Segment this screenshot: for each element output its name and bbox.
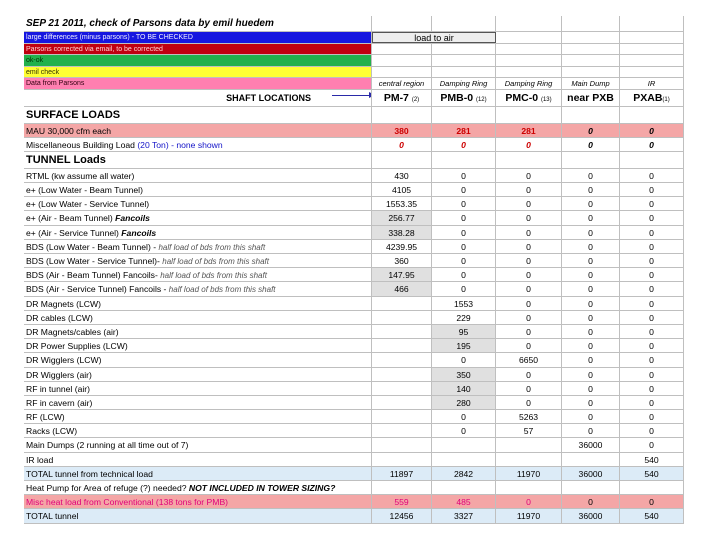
sheet-title: SEP 21 2011, check of Parsons data by emil huedem	[24, 16, 372, 31]
value-cell[interactable]: 0	[562, 396, 620, 409]
value-cell[interactable]: 95	[432, 325, 496, 338]
row-label-cell[interactable]	[24, 325, 372, 338]
table-row	[24, 339, 684, 353]
table-row	[24, 240, 684, 254]
value-cell[interactable]: 0	[620, 240, 684, 253]
value-cell[interactable]: 11970	[496, 467, 562, 480]
legend-red: Parsons corrected via email, to be corrected	[24, 44, 372, 55]
value-cell[interactable]: 36000	[562, 467, 620, 480]
sheet-title-row	[24, 16, 684, 32]
value-cell[interactable]: 0	[620, 382, 684, 395]
row-label: Misc heat load from Conventional (138 tons for PMB)	[26, 497, 229, 508]
value-cell[interactable]: 0	[620, 438, 684, 451]
value-cell[interactable]: 0	[496, 211, 562, 224]
column-header[interactable]: PM-7 (2)	[372, 90, 432, 106]
value-cell[interactable]: 0	[620, 311, 684, 324]
column-header[interactable]: PMB-0 (12)	[432, 90, 496, 106]
value-cell[interactable]: 0	[496, 183, 562, 196]
row-label-cell[interactable]	[24, 311, 372, 324]
row-label-note: half load of bds from this shaft	[160, 271, 267, 281]
value-cell[interactable]: 559	[372, 495, 432, 508]
value-cell[interactable]	[372, 382, 432, 395]
value-cell[interactable]: 4105	[372, 183, 432, 196]
value-cell[interactable]: 0	[496, 368, 562, 381]
row-label: BDS (Air - Beam Tunnel) Fancoils-	[26, 270, 161, 281]
row-label: DR Power Supplies (LCW)	[26, 341, 128, 352]
value-cell[interactable]: 0	[562, 410, 620, 423]
region-label-1: central region	[372, 78, 432, 90]
value-cell[interactable]: 11897	[372, 467, 432, 480]
row-label-cell[interactable]	[24, 226, 372, 239]
value-cell[interactable]: 0	[562, 495, 620, 508]
row-label-cell[interactable]	[24, 424, 372, 437]
value-cell[interactable]	[562, 453, 620, 466]
surface-rows	[24, 124, 684, 152]
row-label: DR Magnets (LCW)	[26, 298, 101, 309]
table-row	[24, 268, 684, 282]
tunnel-loads-heading-row	[24, 152, 684, 169]
value-cell[interactable]: 0	[620, 183, 684, 196]
value-cell[interactable]: 256.77	[372, 211, 432, 224]
load-to-air-box[interactable]: load to air	[372, 32, 496, 43]
surface-loads-heading-row	[24, 107, 684, 124]
value-cell[interactable]: 0	[620, 282, 684, 295]
tunnel-loads-heading: TUNNEL Loads	[24, 152, 372, 168]
value-cell[interactable]: 0	[432, 197, 496, 210]
value-cell[interactable]	[496, 453, 562, 466]
row-label: DR Wigglers (air)	[26, 369, 92, 380]
value-cell[interactable]: 2842	[432, 467, 496, 480]
value-cell[interactable]: 350	[432, 368, 496, 381]
value-cell[interactable]: 0	[620, 297, 684, 310]
value-cell[interactable]: 0	[562, 226, 620, 239]
value-cell[interactable]: 0	[620, 197, 684, 210]
row-label: BDS (Air - Service Tunnel) Fancoils -	[26, 284, 169, 295]
row-label: BDS (Low Water - Beam Tunnel) -	[26, 241, 159, 252]
legend-pink: Data from Parsons	[24, 78, 372, 89]
shaft-locations-label: SHAFT LOCATIONS	[226, 92, 311, 103]
value-cell[interactable]: 0	[432, 410, 496, 423]
value-cell[interactable]: 466	[372, 282, 432, 295]
row-label: RF (LCW)	[26, 412, 65, 423]
value-cell[interactable]: 3327	[432, 509, 496, 522]
table-row	[24, 197, 684, 211]
row-label-note: half load of bds from this shaft	[168, 285, 276, 295]
value-cell[interactable]: 0	[620, 424, 684, 437]
table-row	[24, 124, 684, 138]
row-label-cell[interactable]	[24, 268, 372, 281]
row-label: Miscellaneous Building Load	[26, 139, 138, 150]
value-cell[interactable]: 195	[432, 339, 496, 352]
row-label-cell[interactable]	[24, 339, 372, 352]
value-cell[interactable]: 0	[496, 268, 562, 281]
row-label-note: half load of bds from this shaft	[162, 257, 270, 266]
table-row	[24, 368, 684, 382]
legend-yellow: emil check	[24, 67, 372, 78]
value-cell[interactable]	[432, 453, 496, 466]
value-cell[interactable]	[496, 438, 562, 451]
value-cell[interactable]: 0	[620, 169, 684, 182]
row-label: IR load	[26, 454, 54, 465]
value-cell[interactable]: 0	[562, 353, 620, 366]
value-cell[interactable]	[496, 481, 562, 494]
row-label-cell[interactable]	[24, 138, 372, 151]
row-label: Racks (LCW)	[26, 426, 78, 437]
value-cell[interactable]: 540	[620, 467, 684, 480]
row-label-note: half load of bds from this shaft	[158, 242, 266, 252]
value-cell[interactable]	[432, 438, 496, 451]
table-row	[24, 410, 684, 424]
value-cell[interactable]: 0	[496, 169, 562, 182]
row-label-cell[interactable]	[24, 438, 372, 451]
row-label-cell[interactable]	[24, 169, 372, 182]
value-cell[interactable]: 0	[432, 268, 496, 281]
value-cell[interactable]: 0	[562, 138, 620, 151]
row-label-cell[interactable]	[24, 297, 372, 310]
value-cell[interactable]: 0	[432, 226, 496, 239]
legend-row-yellow	[24, 67, 684, 79]
value-cell[interactable]: 338.28	[372, 226, 432, 239]
value-cell[interactable]: 12456	[372, 509, 432, 522]
value-cell[interactable]	[432, 481, 496, 494]
spreadsheet	[24, 16, 684, 524]
value-cell[interactable]: 0	[562, 297, 620, 310]
value-cell[interactable]: 485	[432, 495, 496, 508]
row-label: MAU 30,000 cfm each	[26, 125, 112, 136]
value-cell[interactable]: 540	[620, 509, 684, 522]
row-label: DR Wigglers (LCW)	[26, 355, 102, 366]
row-label-cell[interactable]	[24, 124, 372, 137]
value-cell[interactable]: 0	[562, 183, 620, 196]
value-cell[interactable]: 0	[620, 226, 684, 239]
row-label: Heat Pump for Area of refuge (?) needed?	[26, 483, 189, 493]
table-row	[24, 481, 684, 495]
value-cell[interactable]: 1553.35	[372, 197, 432, 210]
table-row	[24, 353, 684, 367]
value-cell[interactable]: 360	[372, 254, 432, 267]
value-cell[interactable]: 0	[620, 396, 684, 409]
row-label: Main Dumps (2 running at all time out of 7)	[26, 440, 189, 451]
value-cell[interactable]: 430	[372, 169, 432, 182]
column-header[interactable]: near PXB	[562, 90, 620, 106]
value-cell[interactable]: 0	[620, 353, 684, 366]
value-cell[interactable]: 36000	[562, 438, 620, 451]
value-cell[interactable]	[372, 453, 432, 466]
table-row	[24, 382, 684, 396]
value-cell[interactable]	[372, 311, 432, 324]
value-cell[interactable]: 0	[620, 339, 684, 352]
legend-blue: large differences (minus parsons) - TO BE CHECKED	[24, 32, 372, 43]
region-label-5: IR	[620, 78, 684, 90]
table-row	[24, 467, 684, 481]
row-label-note: Fancoils	[121, 227, 157, 238]
value-cell[interactable]: 0	[432, 240, 496, 253]
value-cell[interactable]: 0	[432, 169, 496, 182]
legend-row-blue	[24, 32, 684, 44]
value-cell[interactable]: 0	[432, 282, 496, 295]
value-cell[interactable]: 0	[562, 325, 620, 338]
value-cell[interactable]: 0	[620, 124, 684, 137]
table-row	[24, 311, 684, 325]
row-label-cell[interactable]	[24, 396, 372, 409]
table-row	[24, 453, 684, 467]
value-cell[interactable]: 0	[562, 368, 620, 381]
value-cell[interactable]: 0	[496, 339, 562, 352]
value-cell[interactable]: 5263	[496, 410, 562, 423]
value-cell[interactable]: 0	[496, 311, 562, 324]
value-cell[interactable]	[620, 481, 684, 494]
row-label-cell[interactable]	[24, 382, 372, 395]
value-cell[interactable]: 11970	[496, 509, 562, 522]
value-cell[interactable]: 0	[432, 211, 496, 224]
value-cell[interactable]: 0	[496, 254, 562, 267]
region-label-4: Main Dump	[562, 78, 620, 90]
value-cell[interactable]: 36000	[562, 509, 620, 522]
value-cell[interactable]: 1553	[432, 297, 496, 310]
table-row	[24, 325, 684, 339]
row-label-note: NOT INCLUDED IN TOWER SIZING?	[188, 483, 336, 493]
value-cell[interactable]: 0	[496, 240, 562, 253]
value-cell[interactable]: 0	[496, 396, 562, 409]
row-label: RF in tunnel (air)	[26, 383, 90, 394]
value-cell[interactable]	[372, 353, 432, 366]
value-cell[interactable]: 147.95	[372, 268, 432, 281]
value-cell[interactable]: 229	[432, 311, 496, 324]
table-row	[24, 226, 684, 240]
value-cell[interactable]	[372, 410, 432, 423]
value-cell[interactable]: 281	[432, 124, 496, 137]
value-cell[interactable]: 0	[496, 297, 562, 310]
table-row	[24, 495, 684, 509]
row-label: BDS (Low Water - Service Tunnel)-	[26, 256, 163, 266]
value-cell[interactable]: 0	[562, 169, 620, 182]
row-label-cell[interactable]	[24, 453, 372, 466]
value-cell[interactable]: 6650	[496, 353, 562, 366]
value-cell[interactable]: 0	[620, 325, 684, 338]
row-label-cell[interactable]	[24, 495, 372, 508]
value-cell[interactable]: 380	[372, 124, 432, 137]
legend-row-green	[24, 55, 684, 67]
table-row	[24, 138, 684, 152]
row-label: DR Magnets/cables (air)	[26, 326, 119, 337]
row-label-cell[interactable]	[24, 240, 372, 253]
column-header[interactable]: PMC-0 (13)	[496, 90, 562, 106]
table-row	[24, 254, 684, 268]
value-cell[interactable]: 0	[496, 197, 562, 210]
value-cell[interactable]	[372, 297, 432, 310]
value-cell[interactable]: 540	[620, 453, 684, 466]
legend-green: ok-ok	[24, 55, 372, 66]
surface-loads-heading: SURFACE LOADS	[24, 107, 372, 123]
value-cell[interactable]	[372, 424, 432, 437]
row-label-cell[interactable]	[24, 183, 372, 196]
table-row	[24, 509, 684, 523]
value-cell[interactable]: 0	[620, 211, 684, 224]
row-label-note: (20 Ton) - none shown	[137, 139, 223, 150]
value-cell[interactable]: 0	[620, 410, 684, 423]
value-cell[interactable]: 4239.95	[372, 240, 432, 253]
value-cell[interactable]	[372, 339, 432, 352]
tunnel-rows	[24, 169, 684, 524]
value-cell[interactable]: 0	[620, 268, 684, 281]
value-cell[interactable]: 0	[562, 268, 620, 281]
row-label-cell[interactable]	[24, 410, 372, 423]
row-label: DR cables (LCW)	[26, 312, 93, 323]
legend-row-red	[24, 44, 684, 56]
value-cell[interactable]: 0	[496, 382, 562, 395]
row-label: TOTAL tunnel	[26, 511, 79, 522]
value-cell[interactable]: 0	[562, 240, 620, 253]
row-label-note: Fancoils	[115, 213, 150, 224]
value-cell[interactable]: 0	[372, 138, 432, 151]
row-label-cell[interactable]	[24, 353, 372, 366]
value-cell[interactable]	[372, 368, 432, 381]
row-label-cell[interactable]	[24, 467, 372, 480]
table-row	[24, 169, 684, 183]
table-row	[24, 438, 684, 452]
row-label-cell[interactable]	[24, 368, 372, 381]
value-cell[interactable]	[562, 481, 620, 494]
row-label-cell[interactable]	[24, 211, 372, 224]
value-cell[interactable]: 0	[496, 138, 562, 151]
value-cell[interactable]	[372, 325, 432, 338]
value-cell[interactable]: 0	[620, 368, 684, 381]
row-label: e+ (Low Water - Service Tunnel)	[26, 199, 150, 210]
column-header[interactable]: PXAB(1)	[620, 90, 684, 106]
value-cell[interactable]: 0	[562, 197, 620, 210]
region-label-3: Damping Ring	[496, 78, 562, 90]
row-label: e+ (Air - Beam Tunnel)	[26, 213, 116, 224]
value-cell[interactable]: 140	[432, 382, 496, 395]
value-cell[interactable]: 0	[562, 339, 620, 352]
value-cell[interactable]: 0	[432, 424, 496, 437]
value-cell[interactable]: 0	[432, 183, 496, 196]
table-row	[24, 282, 684, 296]
value-cell[interactable]: 0	[432, 353, 496, 366]
value-cell[interactable]	[372, 438, 432, 451]
row-label: e+ (Low Water - Beam Tunnel)	[26, 185, 143, 196]
value-cell[interactable]: 0	[562, 424, 620, 437]
region-label-2: Damping Ring	[432, 78, 496, 90]
row-label-cell[interactable]	[24, 197, 372, 210]
value-cell[interactable]: 0	[496, 325, 562, 338]
value-cell[interactable]: 280	[432, 396, 496, 409]
table-row	[24, 211, 684, 225]
value-cell[interactable]: 0	[496, 495, 562, 508]
row-label: e+ (Air - Service Tunnel)	[26, 227, 122, 238]
row-label-cell[interactable]	[24, 254, 372, 267]
value-cell[interactable]: 0	[562, 311, 620, 324]
table-row	[24, 183, 684, 197]
value-cell[interactable]: 0	[432, 254, 496, 267]
value-cell[interactable]: 0	[562, 382, 620, 395]
value-cell[interactable]	[372, 481, 432, 494]
arrow-right-icon	[332, 95, 372, 96]
value-cell[interactable]: 0	[496, 282, 562, 295]
row-label-cell[interactable]	[24, 282, 372, 295]
value-cell[interactable]: 0	[562, 254, 620, 267]
row-label: RTML (kw assume all water)	[26, 170, 135, 181]
table-row	[24, 424, 684, 438]
shaft-header-row	[24, 90, 684, 107]
value-cell[interactable]: 0	[496, 226, 562, 239]
value-cell[interactable]: 281	[496, 124, 562, 137]
value-cell[interactable]: 0	[562, 124, 620, 137]
row-label: RF in cavern (air)	[26, 397, 93, 408]
value-cell[interactable]: 0	[620, 254, 684, 267]
table-row	[24, 396, 684, 410]
value-cell[interactable]: 0	[432, 138, 496, 151]
row-label: TOTAL tunnel from technical load	[26, 468, 153, 479]
table-row	[24, 297, 684, 311]
row-label-cell[interactable]	[24, 481, 372, 494]
row-label-cell[interactable]	[24, 509, 372, 522]
value-cell[interactable]: 0	[620, 495, 684, 508]
legend-row-pink	[24, 78, 684, 90]
value-cell[interactable]: 0	[620, 138, 684, 151]
value-cell[interactable]: 0	[562, 282, 620, 295]
value-cell[interactable]: 57	[496, 424, 562, 437]
value-cell[interactable]: 0	[562, 211, 620, 224]
value-cell[interactable]	[372, 396, 432, 409]
